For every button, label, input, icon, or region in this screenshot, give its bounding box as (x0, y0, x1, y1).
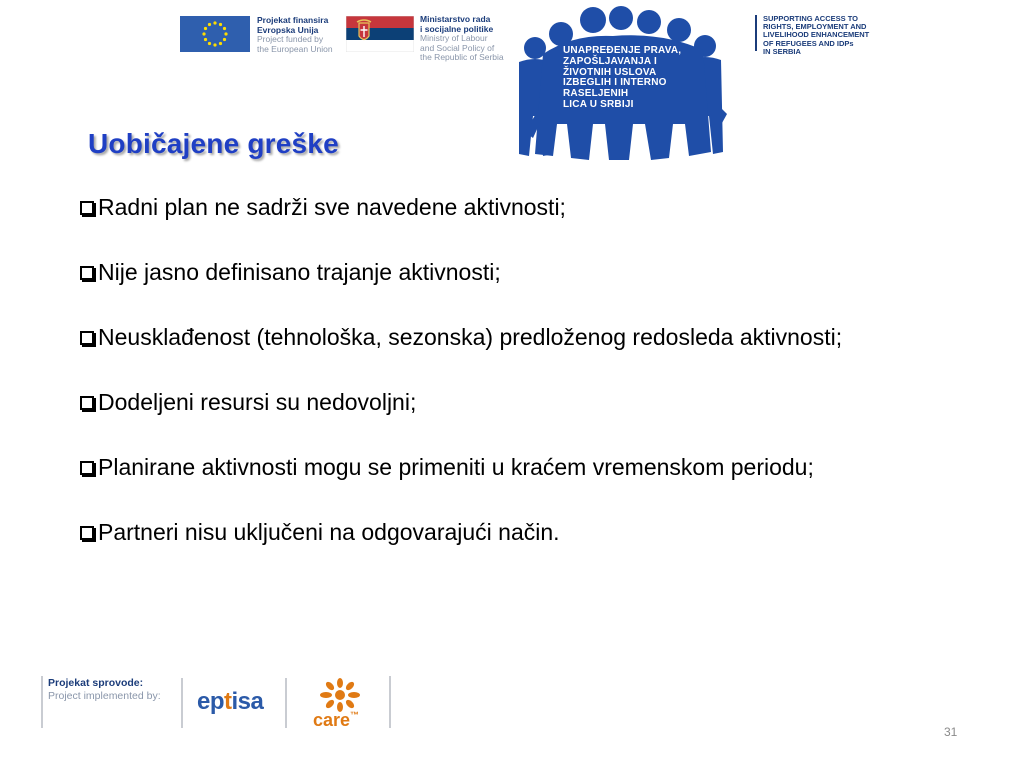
hollow-square-icon (80, 461, 94, 475)
project-title-line: LIVELIHOOD ENHANCEMENT (763, 30, 870, 40)
page-number: 31 (944, 725, 958, 739)
eptisa-logo-prefix: ep (197, 688, 225, 715)
slide-title: Uobičajene greške (88, 128, 339, 159)
bullet-item (80, 256, 920, 288)
bullet-text: Planirane aktivnosti mogu se primeniti u kraćem vremenskom periodu; (98, 454, 814, 480)
eu-stars-icon (180, 16, 250, 52)
bullet-item (80, 191, 920, 223)
bullet-text: Neusklađenost (tehnološka, sezonska) predloženog redosleda aktivnosti; (98, 324, 843, 350)
caption-line: ZAPOŠLJAVANJA I (563, 55, 657, 67)
caption-line: IZBEGLIH I INTERNO (563, 77, 667, 89)
eptisa-logo-suffix: isa (231, 688, 264, 715)
ministry-line: i socijalne politike (420, 23, 494, 34)
footer-divider (41, 676, 43, 728)
care-trademark: ™ (350, 710, 360, 720)
bullet-text: Nije jasno definisano trajanje aktivnosti; (98, 259, 501, 285)
project-title-line: RIGHTS, EMPLOYMENT AND (763, 22, 867, 32)
project-badge-caption (563, 46, 703, 111)
ministry-text (420, 15, 504, 63)
care-logo-text (313, 710, 359, 731)
ministry-line: Ministarstvo rada (420, 14, 491, 24)
bullet-list (80, 191, 920, 548)
caption-line: UNAPREĐENJE PRAVA, (563, 45, 682, 56)
caption-line: LICA U SRBIJI (563, 98, 634, 110)
bullet-text: Radni plan ne sadrži sve navedene aktivnosti; (98, 194, 566, 220)
project-title-line: SUPPORTING ACCESS TO (763, 14, 859, 23)
eu-flag-logo (180, 16, 250, 52)
implemented-by-line: Projekat sprovode: (48, 677, 144, 689)
bullet-item (80, 386, 920, 418)
implemented-by-line: Project implemented by: (48, 690, 161, 702)
eu-line: Projekat finansira (257, 15, 329, 25)
eu-funding-text (257, 16, 333, 54)
header-divider (755, 15, 757, 51)
eptisa-logo-accent: t (224, 688, 232, 715)
footer-divider (389, 676, 391, 728)
eu-line: Evropska Unija (257, 24, 319, 35)
caption-line: RASELJENIH (563, 88, 629, 100)
ministry-line: Ministry of Labour (420, 33, 488, 43)
hollow-square-icon (80, 331, 94, 345)
bullet-item (80, 321, 920, 353)
implemented-by-text (48, 677, 161, 703)
caption-line: ŽIVOTNIH USLOVA (563, 66, 657, 78)
care-logo-word: care (313, 710, 351, 730)
eu-line: the European Union (257, 43, 333, 54)
hollow-square-icon (80, 266, 94, 280)
coat-of-arms-icon (346, 16, 414, 52)
eptisa-logo (197, 688, 263, 716)
hollow-square-icon (80, 396, 94, 410)
project-title-line: OF REFUGEES AND IDPs (763, 38, 854, 48)
ministry-line: the Republic of Serbia (420, 52, 504, 62)
project-title (763, 15, 869, 56)
footer-divider (181, 678, 183, 728)
footer-divider (285, 678, 287, 728)
hollow-square-icon (80, 201, 94, 215)
serbia-flag-logo (346, 16, 414, 52)
ministry-line: and Social Policy of (420, 42, 495, 53)
care-hands-icon (312, 678, 368, 712)
bullet-text: Dodeljeni resursi su nedovoljni; (98, 389, 417, 415)
bullet-item (80, 451, 920, 483)
hollow-square-icon (80, 526, 94, 540)
bullet-item (80, 516, 920, 548)
eu-line: Project funded by (257, 34, 324, 44)
project-title-line: IN SERBIA (763, 46, 801, 56)
bullet-text: Partneri nisu uključeni na odgovarajući način. (98, 519, 560, 545)
